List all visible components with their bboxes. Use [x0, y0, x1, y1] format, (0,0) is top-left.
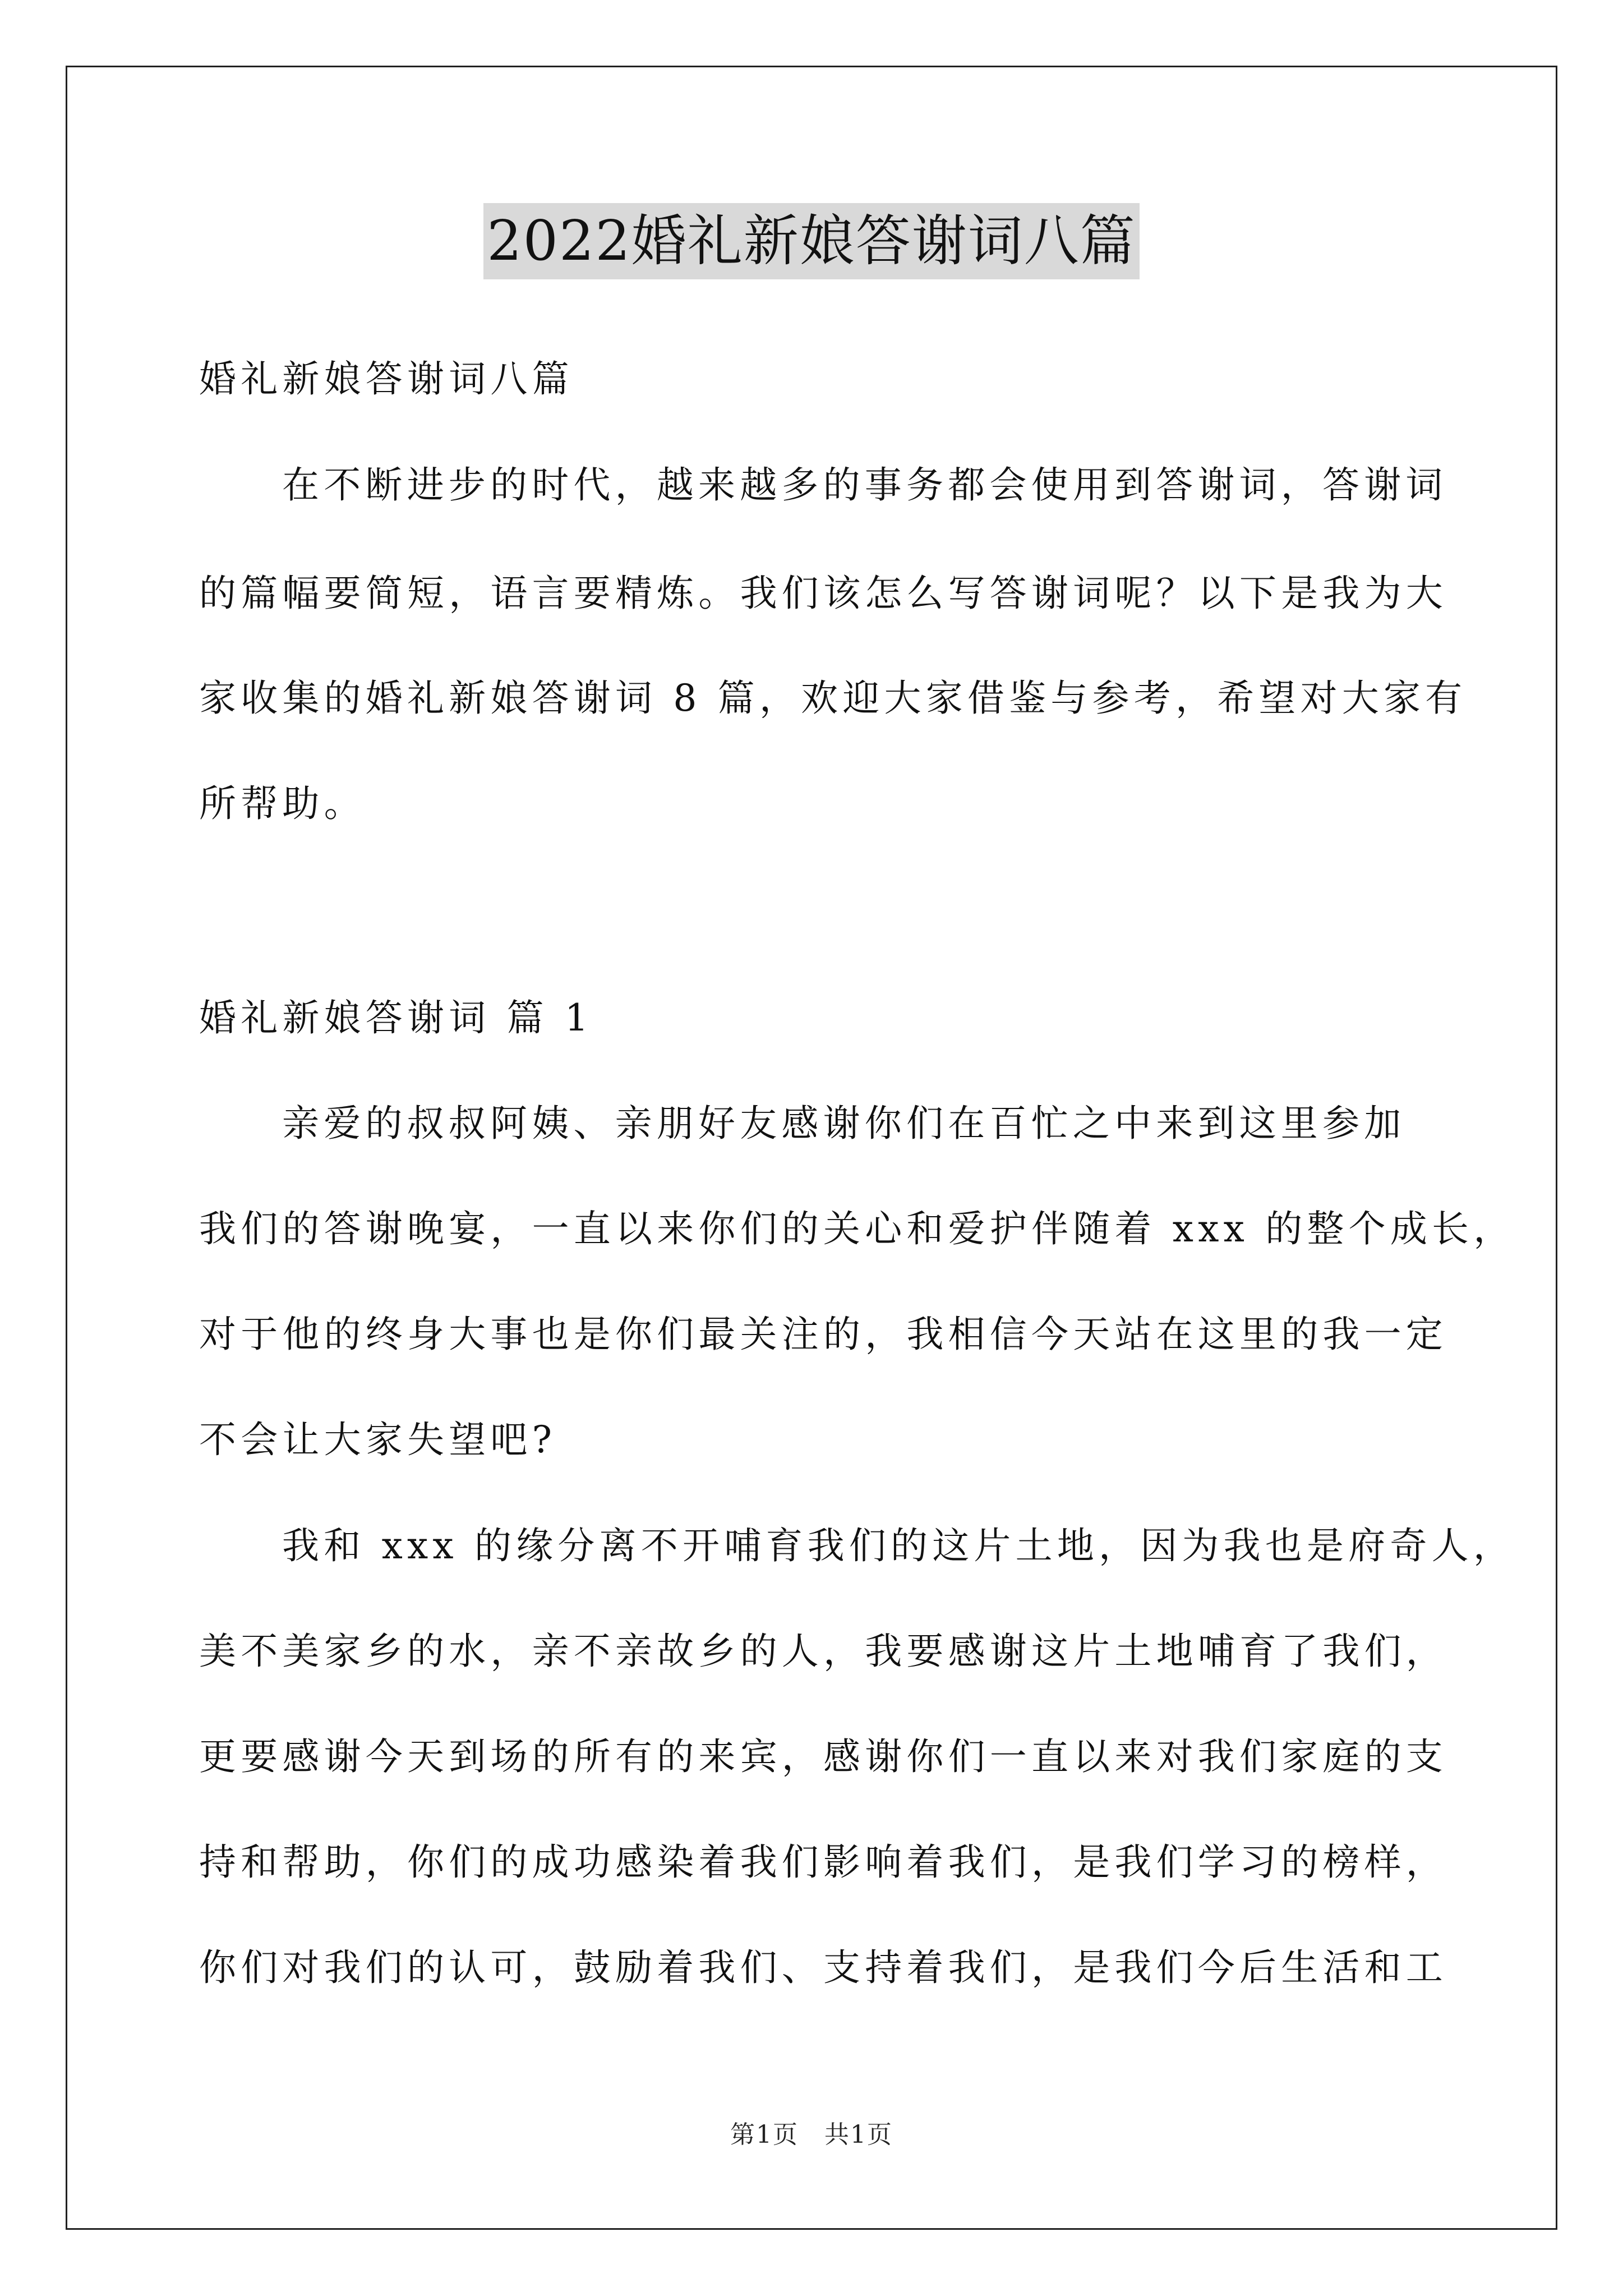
paragraph-line: 更要感谢今天到场的所有的来宾，感谢你们一直以来对我们家庭的支	[199, 1735, 1447, 1778]
paragraph-line: 对于他的终身大事也是你们最关注的，我相信今天站在这里的我一定	[199, 1313, 1447, 1356]
section-heading: 婚礼新娘答谢词八篇	[199, 357, 574, 401]
title-container	[0, 203, 1623, 279]
paragraph-line: 你们对我们的认可，鼓励着我们、支持着我们，是我们今后生活和工	[199, 1946, 1447, 1989]
paragraph-line: 持和帮助，你们的成功感染着我们影响着我们，是我们学习的榜样，	[199, 1841, 1447, 1884]
paragraph-line: 我和 xxx 的缘分离不开哺育我们的这片土地，因为我也是府奇人，	[282, 1524, 1515, 1567]
paragraph-line: 的篇幅要简短，语言要精炼。我们该怎么写答谢词呢？以下是我为大	[199, 572, 1447, 615]
section-heading: 婚礼新娘答谢词 篇 1	[199, 996, 593, 1039]
page-number: 第1页	[730, 2120, 799, 2149]
paragraph-line: 亲爱的叔叔阿姨、亲朋好友感谢你们在百忙之中来到这里参加	[282, 1102, 1406, 1145]
paragraph-line: 不会让大家失望吧?	[199, 1418, 557, 1461]
paragraph-line: 在不断进步的时代，越来越多的事务都会使用到答谢词，答谢词	[282, 463, 1447, 507]
paragraph-line: 家收集的婚礼新娘答谢词 8 篇，欢迎大家借鉴与参考，希望对大家有	[199, 677, 1467, 720]
paragraph-line: 美不美家乡的水，亲不亲故乡的人，我要感谢这片土地哺育了我们，	[199, 1630, 1447, 1673]
document-title: 2022婚礼新娘答谢词八篇	[483, 203, 1139, 279]
paragraph-line: 所帮助。	[199, 782, 366, 825]
page-footer	[0, 2118, 1623, 2152]
page-count: 共1页	[824, 2120, 893, 2149]
paragraph-line: 我们的答谢晚宴，一直以来你们的关心和爱护伴随着 xxx 的整个成长，	[199, 1207, 1515, 1250]
